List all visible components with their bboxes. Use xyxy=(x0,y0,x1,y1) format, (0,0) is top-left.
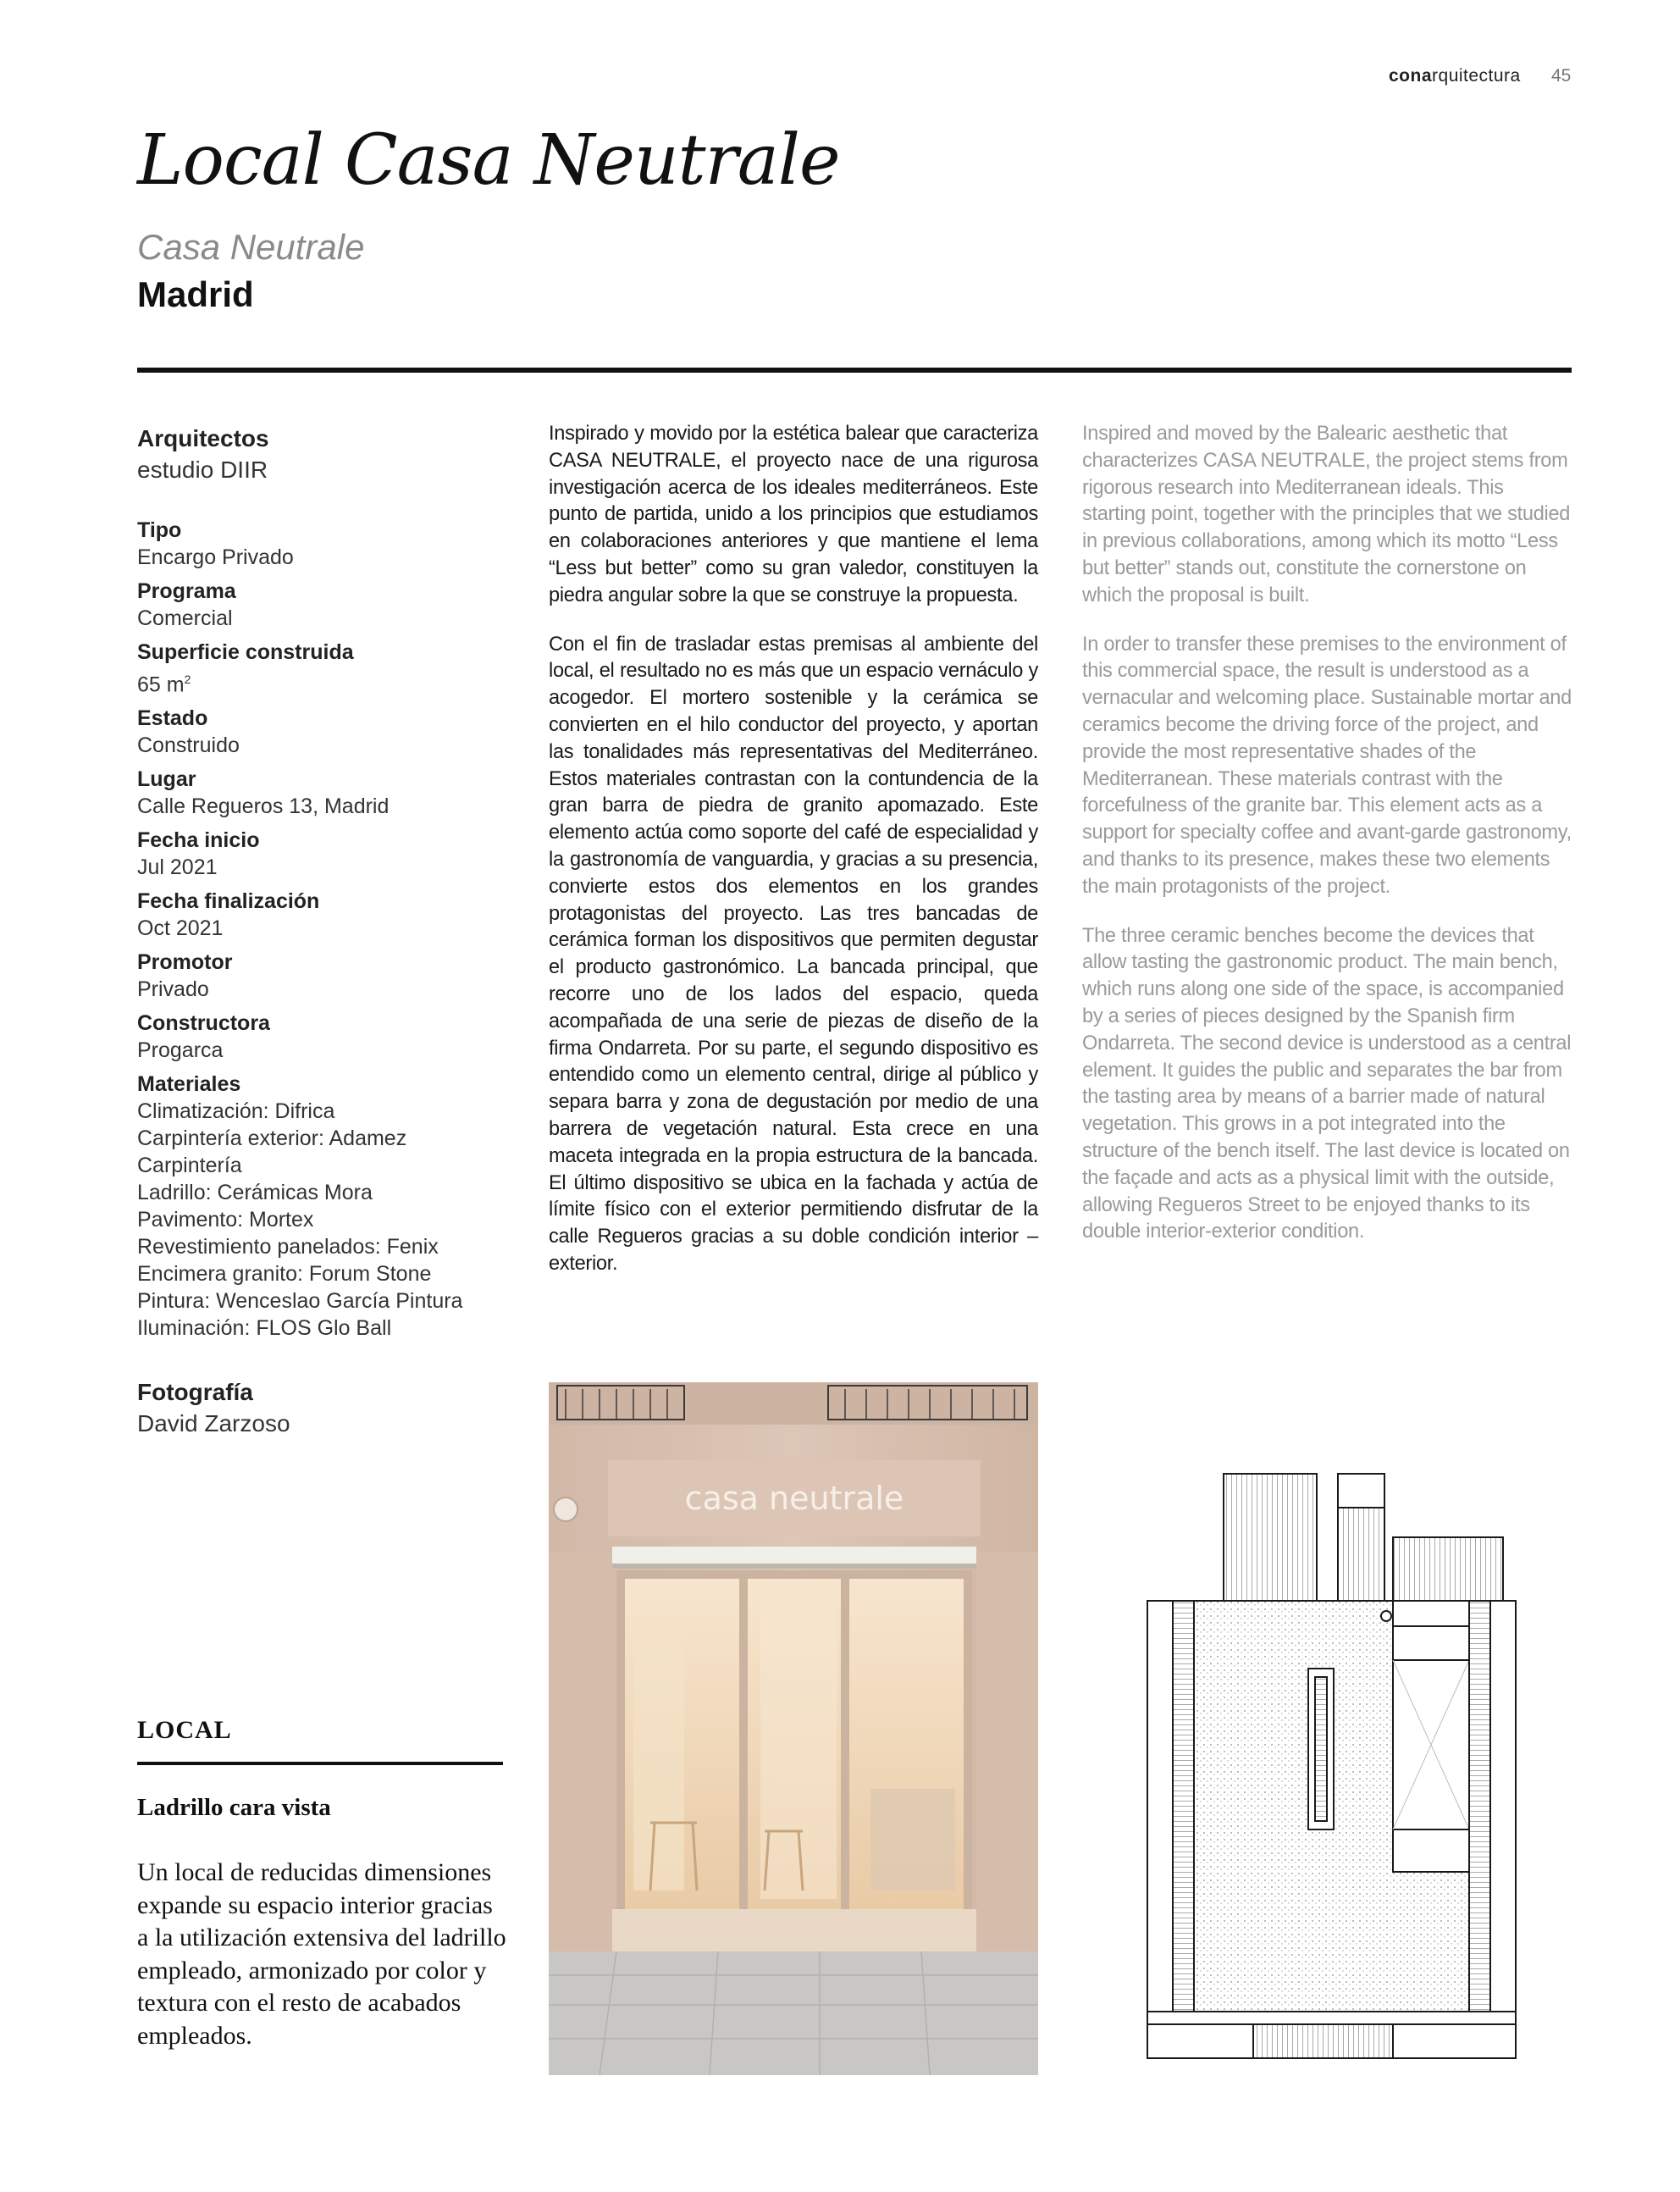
architects-value: estudio DIIR xyxy=(137,457,268,483)
sheet-item xyxy=(137,639,510,698)
sheet-item xyxy=(137,578,510,632)
photography-value: David Zarzoso xyxy=(137,1410,290,1436)
sheet-item-value xyxy=(137,732,510,759)
floor-plan xyxy=(1135,1465,1575,2075)
sheet-item-label: Promotor xyxy=(137,950,233,975)
sheet-item-label: Superficie construida xyxy=(137,640,354,664)
sheet-item-value xyxy=(137,1037,510,1064)
sheet-item-value-text: Progarca xyxy=(137,1038,224,1063)
article-title: Local Casa Neutrale xyxy=(137,120,840,201)
sheet-item-value xyxy=(137,544,510,571)
sheet-item-value xyxy=(137,605,510,632)
body-text-english xyxy=(1082,421,1572,1268)
sheet-item-value xyxy=(137,915,510,942)
paragraph-en-2: In order to transfer these premises to the environment of this commercial space, the result is understood as a vernacular and welcoming place. Sustainable mortar and ceramics become the driving force of the project, and provide the most representative shades of the Mediterranean. These materials contrast with the forcefulness of the granite bar. This element acts as a support for specialty coffee and avant-garde gastronomy, and thanks to its presence, makes these two elements the main protagonists of the project. xyxy=(1082,633,1572,898)
paragraph-es-1: Inspirado y movido por la estética balear que caracteriza CASA NEUTRALE, el proyecto nace de una rigurosa investigación acerca de los ideales mediterráneos. Este punto de partida, unido a los principios que estudiamos en colaboraciones anteriores y que mantiene el lema “Less but better” como su gran valedor, constituyen la piedra angular sobre la que se construye la propuesta. xyxy=(549,423,1038,606)
materials-label: Materiales xyxy=(137,1072,241,1097)
sheet-item-value-text: Comercial xyxy=(137,606,233,630)
sheet-item xyxy=(137,766,510,820)
material-line: Encimera granito: Forum Stone xyxy=(137,1262,432,1287)
sheet-item-label: Programa xyxy=(137,579,236,603)
photography-block xyxy=(137,1377,290,1440)
sheet-item-label: Lugar xyxy=(137,767,196,792)
material-line: Ladrillo: Cerámicas Mora xyxy=(137,1181,373,1205)
architects-label: Arquitectos xyxy=(137,425,269,451)
sheet-item-value-text: Privado xyxy=(137,977,209,1002)
shop-sign: casa neutrale xyxy=(684,1480,904,1517)
sheet-item xyxy=(137,517,510,571)
paragraph-es-2: Con el fin de trasladar estas premisas al ambiente del local, el resultado no es más que un espacio vernáculo y acogedor. El mortero sostenible y la cerámica se convierten en el hilo conductor del proyecto, y aportan las tonalidades más representativas del Mediterráneo. Estos materiales contrastan con la contundencia de la gran barra de piedra de granito apomazado. Este elemento actúa como soporte del café de especialidad y la gastronomía de vanguardia, y gracias a su presencia, convierte estos dos elementos en los grandes protagonistas del proyecto. Las tres bancadas de cerámica forman los dispositivos que permiten degustar el producto gastronómico. La bancada principal, que recorre uno de los lados del espacio, queda acompañada de una serie de piezas de diseño de la firma Ondarreta. Por su parte, el segundo dispositivo es entendido como un elemento central, dirige al público y separa barra y zona de degustación por medio de una barrera de vegetación natural. Esta crece en una maceta integrada en la propia estructura de la bancada. El último dispositivo se ubica en la fachada y actúa de límite físico con el exterior permitiendo disfrutar de la calle Regueros gracias a su doble condición interior – exterior. xyxy=(549,633,1038,1275)
sheet-item xyxy=(137,949,510,1003)
local-rule xyxy=(137,1762,503,1765)
material-line: Carpintería exterior: Adamez xyxy=(137,1126,407,1151)
material-line: Pintura: Wenceslao García Pintura xyxy=(137,1289,463,1314)
city-name: Madrid xyxy=(137,274,254,314)
client-name: Casa Neutrale xyxy=(137,227,365,267)
material-line: Carpintería xyxy=(137,1154,242,1178)
sheet-item xyxy=(137,827,510,881)
material-line: Pavimento: Mortex xyxy=(137,1208,314,1232)
sheet-item-label: Estado xyxy=(137,706,208,731)
local-subheading: Ladrillo cara vista xyxy=(137,1794,331,1821)
materials-list xyxy=(137,1098,510,1342)
architects-block xyxy=(137,423,510,486)
sheet-item-value xyxy=(137,976,510,1003)
sheet-item xyxy=(137,888,510,942)
sheet-item xyxy=(137,1010,510,1064)
material-line: Iluminación: FLOS Glo Ball xyxy=(137,1316,392,1341)
photography-label: Fotografía xyxy=(137,1379,253,1405)
brand-regular-part: rquitectura xyxy=(1432,66,1521,86)
technical-sheet xyxy=(137,423,510,1342)
local-description: Un local de reducidas dimensiones expande su espacio interior gracias a la utilización extensiva del ladrillo empleado, armonizado por color y textura con el resto de acabados empleados. xyxy=(137,1858,506,2050)
paragraph-en-3: The three ceramic benches become the devices that allow tasting the gastronomic product. The main bench, which runs along one side of the space, is accompanied by a series of pieces designed by the Spanish firm Ondarreta. The second device is understood as a central element. It guides the public and separates the bar from the tasting area by means of a barrier made of natural vegetation. This grows in a pot integrated into the structure of the bench itself. The last device is located on the façade and acts as a physical limit with the outside, allowing Regueros Street to be enjoyed thanks to its double interior-exterior condition. xyxy=(1082,924,1572,1243)
sheet-list xyxy=(137,517,510,1064)
body-text-spanish xyxy=(549,421,1038,1300)
sheet-item-value xyxy=(137,666,510,698)
area-unit-superscript: 2 xyxy=(184,673,191,686)
material-line: Revestimiento panelados: Fenix xyxy=(137,1235,439,1259)
magazine-brand xyxy=(1389,66,1521,86)
storefront-photo xyxy=(549,1382,1038,2075)
sheet-item-label: Fecha finalización xyxy=(137,889,320,914)
paragraph-en-1: Inspired and moved by the Balearic aesthetic that characterizes CASA NEUTRALE, the project stems from rigorous research into Mediterranean ideals. This starting point, together with the principles that we studied in previous collaborations, among which its motto “Less but better” stands out, constitute the cornerstone on which the proposal is built. xyxy=(1082,423,1571,606)
sheet-item-value-text: 65 m xyxy=(137,673,185,697)
materials-block xyxy=(137,1071,510,1342)
header-rule xyxy=(137,368,1572,373)
floor-plan-drawing xyxy=(1135,1465,1575,2075)
sheet-item-label: Fecha inicio xyxy=(137,828,260,853)
sheet-item xyxy=(137,705,510,759)
material-line: Climatización: Difrica xyxy=(137,1099,335,1124)
sheet-item-label: Constructora xyxy=(137,1011,270,1036)
sheet-item-value-text: Jul 2021 xyxy=(137,855,218,880)
sheet-item-value xyxy=(137,793,510,820)
local-heading: LOCAL xyxy=(137,1716,232,1744)
sheet-item-label: Tipo xyxy=(137,518,182,542)
sheet-item-value xyxy=(137,854,510,881)
storefront-illustration xyxy=(549,1382,1038,2075)
sheet-item-value-text: Oct 2021 xyxy=(137,916,224,941)
page-number: 45 xyxy=(1551,66,1572,86)
brand-bold-part: cona xyxy=(1389,66,1433,86)
sheet-item-value-text: Encargo Privado xyxy=(137,545,294,569)
sheet-item-value-text: Construido xyxy=(137,733,240,758)
sheet-item-value-text: Calle Regueros 13, Madrid xyxy=(137,794,390,819)
